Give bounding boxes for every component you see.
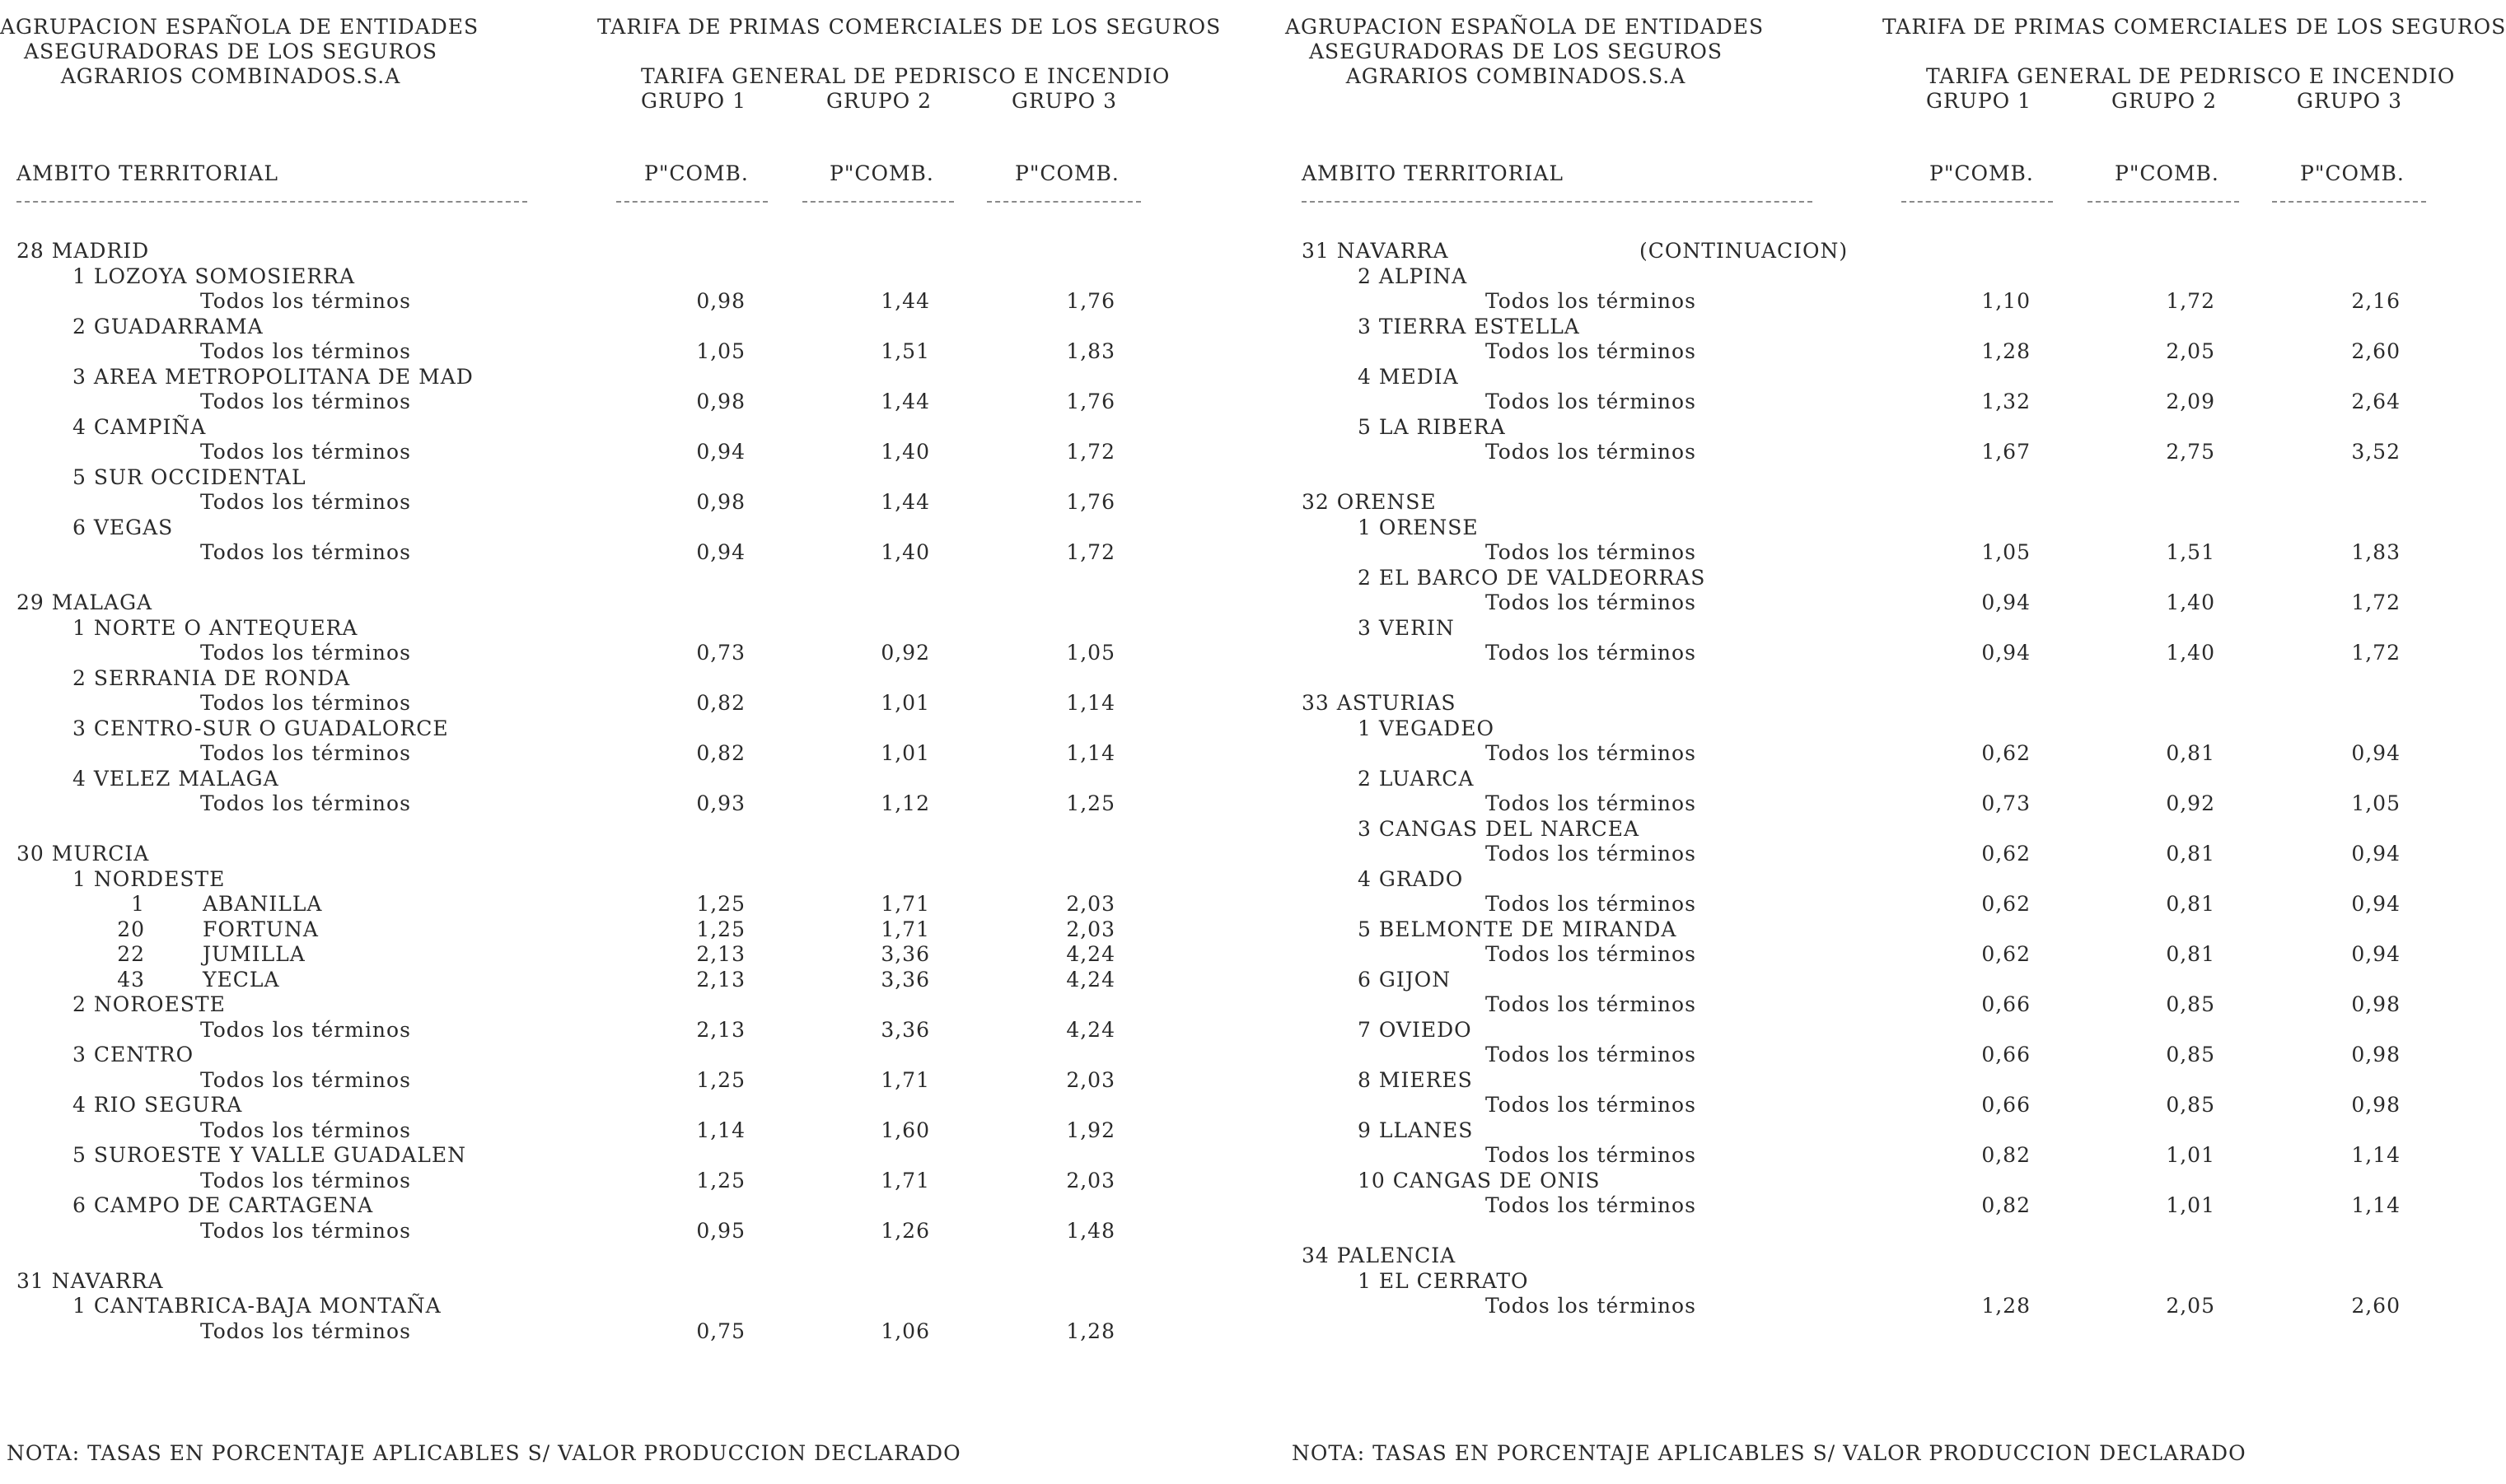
organization-line: AGRUPACION ESPAÑOLA DE ENTIDADES bbox=[0, 15, 479, 39]
zone-heading: 10 CANGAS DE ONIS bbox=[1358, 1168, 1601, 1192]
premium-value: 1,06 bbox=[881, 1318, 930, 1343]
premium-value: 1,71 bbox=[881, 917, 930, 941]
organization-line: AGRUPACION ESPAÑOLA DE ENTIDADES bbox=[1285, 15, 1765, 39]
zone-heading: 4 GRADO bbox=[1358, 866, 1464, 891]
premium-value: 0,98 bbox=[696, 289, 746, 313]
premium-value: 1,51 bbox=[2166, 540, 2215, 564]
province-heading: 28 MADRID bbox=[16, 239, 150, 263]
term-label: Todos los términos bbox=[200, 1067, 411, 1092]
premium-value: 1,72 bbox=[2166, 289, 2215, 313]
premium-value: 2,09 bbox=[2166, 390, 2215, 413]
zone-heading: 6 VEGAS bbox=[72, 515, 174, 539]
premium-value: 1,14 bbox=[1066, 691, 1115, 715]
premium-value: 1,72 bbox=[1066, 540, 1115, 564]
premium-value: 0,98 bbox=[696, 390, 746, 413]
term-label: Todos los términos bbox=[1485, 1143, 1696, 1167]
header-rule bbox=[802, 201, 954, 203]
premium-value: 4,24 bbox=[1066, 942, 1115, 966]
premium-value: 1,60 bbox=[881, 1118, 930, 1142]
organization-line: ASEGURADORAS DE LOS SEGUROS bbox=[1308, 40, 1723, 63]
premium-value: 0,98 bbox=[2351, 1043, 2401, 1066]
organization-line: AGRARIOS COMBINADOS.S.A bbox=[60, 64, 401, 88]
term-label: Todos los términos bbox=[200, 691, 411, 715]
premium-value: 1,83 bbox=[2351, 540, 2401, 564]
zone-heading: 3 VERIN bbox=[1358, 615, 1455, 640]
term-label: Todos los términos bbox=[1485, 440, 1696, 464]
premium-value: 4,24 bbox=[1066, 967, 1115, 992]
premium-value: 0,95 bbox=[696, 1218, 746, 1243]
premium-value: 1,71 bbox=[881, 892, 930, 916]
premium-value: 0,62 bbox=[1981, 942, 2031, 966]
premium-value: 1,01 bbox=[2166, 1143, 2215, 1167]
premium-value: 1,25 bbox=[1066, 791, 1115, 815]
premium-value: 0,92 bbox=[2166, 791, 2215, 815]
header-rule bbox=[16, 201, 527, 203]
term-label: Todos los términos bbox=[1485, 741, 1696, 765]
tariff-title: TARIFA DE PRIMAS COMERCIALES DE LOS SEGUROS bbox=[597, 15, 1222, 39]
footnote: NOTA: TASAS EN PORCENTAJE APLICABLES S/ VALOR PRODUCCION DECLARADO bbox=[1292, 1441, 2247, 1465]
group-header: GRUPO 1 bbox=[1926, 89, 2032, 113]
term-label: Todos los términos bbox=[1485, 590, 1696, 614]
term-label: Todos los términos bbox=[200, 490, 411, 514]
premium-value: 1,40 bbox=[881, 540, 930, 564]
premium-value: 2,16 bbox=[2351, 289, 2401, 313]
premium-value: 0,82 bbox=[696, 741, 746, 765]
zone-heading: 2 EL BARCO DE VALDEORRAS bbox=[1358, 565, 1706, 590]
zone-heading: 1 EL CERRATO bbox=[1358, 1268, 1529, 1293]
premium-value: 0,62 bbox=[1981, 741, 2031, 765]
zone-heading: 3 AREA METROPOLITANA DE MAD bbox=[72, 364, 474, 389]
zone-heading: 1 CANTABRICA-BAJA MONTAÑA bbox=[72, 1294, 442, 1318]
premium-value: 2,03 bbox=[1066, 892, 1115, 916]
zone-heading: 5 SUROESTE Y VALLE GUADALEN bbox=[72, 1143, 467, 1167]
header-rule bbox=[1901, 201, 2053, 203]
term-label: Todos los términos bbox=[1485, 992, 1696, 1016]
zone-heading: 3 CENTRO-SUR O GUADALORCE bbox=[72, 716, 449, 740]
premium-value: 0,92 bbox=[881, 641, 930, 665]
premium-value: 0,62 bbox=[1981, 892, 2031, 916]
term-label: Todos los términos bbox=[200, 641, 411, 665]
zone-heading: 4 VELEZ MALAGA bbox=[72, 766, 279, 791]
header-rule bbox=[2272, 201, 2426, 203]
premium-value: 1,40 bbox=[881, 440, 930, 464]
term-label: Todos los términos bbox=[200, 1118, 411, 1142]
premium-value: 0,82 bbox=[696, 691, 746, 715]
premium-value: 1,76 bbox=[1066, 390, 1115, 413]
term-label: Todos los términos bbox=[200, 791, 411, 815]
term-label: Todos los términos bbox=[1485, 390, 1696, 413]
premium-value: 1,28 bbox=[1981, 1294, 2031, 1318]
province-heading: 29 MALAGA bbox=[16, 590, 153, 614]
zone-heading: 4 RIO SEGURA bbox=[72, 1093, 243, 1117]
right-tariff-page bbox=[1285, 0, 2506, 1484]
term-label: Todos los términos bbox=[1485, 1043, 1696, 1066]
premium-value: 1,14 bbox=[1066, 741, 1115, 765]
zone-heading: 3 TIERRA ESTELLA bbox=[1358, 314, 1580, 338]
term-label: Todos los términos bbox=[1485, 540, 1696, 564]
premium-value: 0,66 bbox=[1981, 1043, 2031, 1066]
left-tariff-page bbox=[0, 0, 1252, 1484]
premium-value: 1,44 bbox=[881, 490, 930, 514]
term-label: Todos los términos bbox=[200, 1017, 411, 1042]
group-header: GRUPO 1 bbox=[641, 89, 747, 113]
zone-heading: 1 ORENSE bbox=[1358, 515, 1479, 539]
premium-value: 0,73 bbox=[1981, 791, 2031, 815]
zone-heading: 4 CAMPIÑA bbox=[72, 414, 207, 439]
premium-value: 1,25 bbox=[696, 917, 746, 941]
continuation-note: (CONTINUACION) bbox=[1639, 239, 1849, 263]
premium-value: 1,26 bbox=[881, 1218, 930, 1243]
premium-value: 2,05 bbox=[2166, 339, 2215, 363]
group-header: GRUPO 2 bbox=[826, 89, 933, 113]
tariff-title: TARIFA DE PRIMAS COMERCIALES DE LOS SEGUROS bbox=[1882, 15, 2506, 39]
pcomb-header: P"COMB. bbox=[2300, 161, 2405, 185]
term-label: Todos los términos bbox=[200, 540, 411, 564]
pcomb-header: P"COMB. bbox=[1929, 161, 2034, 185]
ambito-header: AMBITO TERRITORIAL bbox=[1302, 161, 1564, 185]
municipality-name: FORTUNA bbox=[203, 917, 319, 941]
province-heading: 31 NAVARRA bbox=[16, 1268, 164, 1293]
zone-heading: 2 NOROESTE bbox=[72, 992, 226, 1016]
organization-line: ASEGURADORAS DE LOS SEGUROS bbox=[23, 40, 438, 63]
zone-heading: 5 SUR OCCIDENTAL bbox=[72, 464, 306, 489]
tariff-subtitle: TARIFA GENERAL DE PEDRISCO E INCENDIO bbox=[1926, 64, 2456, 88]
tariff-subtitle: TARIFA GENERAL DE PEDRISCO E INCENDIO bbox=[641, 64, 1171, 88]
premium-value: 0,98 bbox=[2351, 992, 2401, 1016]
premium-value: 3,52 bbox=[2351, 440, 2401, 464]
term-label: Todos los términos bbox=[200, 741, 411, 765]
zone-heading: 2 LUARCA bbox=[1358, 766, 1475, 791]
premium-value: 2,13 bbox=[696, 942, 746, 966]
premium-value: 1,28 bbox=[1981, 339, 2031, 363]
footnote: NOTA: TASAS EN PORCENTAJE APLICABLES S/ VALOR PRODUCCION DECLARADO bbox=[7, 1441, 961, 1465]
pcomb-header: P"COMB. bbox=[644, 161, 749, 185]
premium-value: 0,66 bbox=[1981, 1093, 2031, 1117]
premium-value: 0,82 bbox=[1981, 1143, 2031, 1167]
province-heading: 33 ASTURIAS bbox=[1302, 691, 1456, 715]
premium-value: 1,05 bbox=[696, 339, 746, 363]
term-label: Todos los términos bbox=[1485, 641, 1696, 665]
premium-value: 2,64 bbox=[2351, 390, 2401, 413]
premium-value: 1,01 bbox=[2166, 1193, 2215, 1217]
premium-value: 1,10 bbox=[1981, 289, 2031, 313]
premium-value: 1,44 bbox=[881, 289, 930, 313]
premium-value: 3,36 bbox=[881, 1017, 930, 1042]
zone-heading: 4 MEDIA bbox=[1358, 364, 1459, 389]
term-label: Todos los términos bbox=[1485, 892, 1696, 916]
zone-heading: 2 SERRANIA DE RONDA bbox=[72, 665, 351, 690]
premium-value: 0,82 bbox=[1981, 1193, 2031, 1217]
group-header: GRUPO 2 bbox=[2111, 89, 2218, 113]
term-label: Todos los términos bbox=[200, 1318, 411, 1343]
premium-value: 2,60 bbox=[2351, 339, 2401, 363]
pcomb-header: P"COMB. bbox=[830, 161, 934, 185]
zone-heading: 6 CAMPO DE CARTAGENA bbox=[72, 1193, 374, 1217]
zone-heading: 3 CANGAS DEL NARCEA bbox=[1358, 816, 1640, 841]
province-heading: 34 PALENCIA bbox=[1302, 1244, 1456, 1267]
premium-value: 0,66 bbox=[1981, 992, 2031, 1016]
premium-value: 1,72 bbox=[1066, 440, 1115, 464]
zone-heading: 9 LLANES bbox=[1358, 1118, 1474, 1142]
premium-value: 1,05 bbox=[1981, 540, 2031, 564]
premium-value: 1,72 bbox=[2351, 590, 2401, 614]
premium-value: 0,85 bbox=[2166, 1093, 2215, 1117]
municipality-code: 1 bbox=[131, 892, 145, 916]
premium-value: 2,03 bbox=[1066, 917, 1115, 941]
premium-value: 1,92 bbox=[1066, 1118, 1115, 1142]
header-rule bbox=[616, 201, 768, 203]
premium-value: 0,94 bbox=[1981, 641, 2031, 665]
premium-value: 2,60 bbox=[2351, 1294, 2401, 1318]
premium-value: 2,75 bbox=[2166, 440, 2215, 464]
organization-line: AGRARIOS COMBINADOS.S.A bbox=[1345, 64, 1686, 88]
premium-value: 1,25 bbox=[696, 1168, 746, 1192]
premium-value: 1,28 bbox=[1066, 1318, 1115, 1343]
term-label: Todos los términos bbox=[200, 440, 411, 464]
zone-heading: 5 LA RIBERA bbox=[1358, 414, 1506, 439]
group-header: GRUPO 3 bbox=[1012, 89, 1118, 113]
term-label: Todos los términos bbox=[1485, 339, 1696, 363]
premium-value: 1,12 bbox=[881, 791, 930, 815]
term-label: Todos los términos bbox=[1485, 842, 1696, 866]
municipality-name: ABANILLA bbox=[203, 892, 323, 916]
premium-value: 1,51 bbox=[881, 339, 930, 363]
premium-value: 2,03 bbox=[1066, 1067, 1115, 1092]
municipality-name: YECLA bbox=[203, 967, 280, 992]
premium-value: 0,93 bbox=[696, 791, 746, 815]
premium-value: 0,94 bbox=[2351, 842, 2401, 866]
premium-value: 1,83 bbox=[1066, 339, 1115, 363]
header-rule bbox=[2088, 201, 2239, 203]
municipality-name: JUMILLA bbox=[203, 942, 306, 966]
premium-value: 0,81 bbox=[2166, 942, 2215, 966]
zone-heading: 1 VEGADEO bbox=[1358, 716, 1494, 740]
organization-header bbox=[0, 15, 479, 89]
zone-heading: 5 BELMONTE DE MIRANDA bbox=[1358, 917, 1677, 941]
zone-heading: 8 MIERES bbox=[1358, 1067, 1473, 1092]
municipality-code: 22 bbox=[117, 942, 145, 966]
zone-heading: 1 LOZOYA SOMOSIERRA bbox=[72, 264, 356, 288]
premium-value: 0,98 bbox=[2351, 1093, 2401, 1117]
premium-value: 1,05 bbox=[1066, 641, 1115, 665]
premium-value: 0,81 bbox=[2166, 892, 2215, 916]
term-label: Todos los términos bbox=[200, 1168, 411, 1192]
term-label: Todos los términos bbox=[1485, 289, 1696, 313]
term-label: Todos los términos bbox=[200, 390, 411, 413]
province-heading: 32 ORENSE bbox=[1302, 490, 1437, 514]
premium-value: 0,94 bbox=[696, 440, 746, 464]
zone-heading: 3 CENTRO bbox=[72, 1043, 194, 1066]
premium-value: 1,76 bbox=[1066, 490, 1115, 514]
term-label: Todos los términos bbox=[1485, 942, 1696, 966]
pcomb-header: P"COMB. bbox=[1015, 161, 1120, 185]
province-heading: 30 MURCIA bbox=[16, 842, 150, 866]
province-heading: 31 NAVARRA bbox=[1302, 239, 1449, 263]
premium-value: 2,13 bbox=[696, 1017, 746, 1042]
premium-value: 0,94 bbox=[1981, 590, 2031, 614]
zone-heading: 6 GIJON bbox=[1358, 967, 1452, 992]
premium-value: 4,24 bbox=[1066, 1017, 1115, 1042]
organization-header bbox=[1285, 15, 1765, 89]
zone-heading: 1 NORDESTE bbox=[72, 866, 226, 891]
premium-value: 1,32 bbox=[1981, 390, 2031, 413]
premium-value: 1,40 bbox=[2166, 641, 2215, 665]
premium-value: 1,05 bbox=[2351, 791, 2401, 815]
premium-value: 1,14 bbox=[2351, 1143, 2401, 1167]
term-label: Todos los términos bbox=[200, 289, 411, 313]
premium-value: 1,76 bbox=[1066, 289, 1115, 313]
municipality-code: 20 bbox=[117, 917, 145, 941]
premium-value: 0,73 bbox=[696, 641, 746, 665]
premium-value: 0,85 bbox=[2166, 1043, 2215, 1066]
zone-heading: 2 GUADARRAMA bbox=[72, 314, 264, 338]
premium-value: 0,94 bbox=[2351, 942, 2401, 966]
premium-value: 0,81 bbox=[2166, 842, 2215, 866]
ambito-header: AMBITO TERRITORIAL bbox=[16, 161, 278, 185]
term-label: Todos los términos bbox=[1485, 1294, 1696, 1318]
header-rule bbox=[1302, 201, 1812, 203]
premium-value: 1,01 bbox=[881, 691, 930, 715]
premium-value: 1,40 bbox=[2166, 590, 2215, 614]
term-label: Todos los términos bbox=[200, 339, 411, 363]
premium-value: 1,48 bbox=[1066, 1218, 1115, 1243]
premium-value: 1,71 bbox=[881, 1067, 930, 1092]
premium-value: 3,36 bbox=[881, 967, 930, 992]
premium-value: 1,14 bbox=[2351, 1193, 2401, 1217]
zone-heading: 7 OVIEDO bbox=[1358, 1017, 1472, 1042]
premium-value: 0,81 bbox=[2166, 741, 2215, 765]
premium-value: 1,25 bbox=[696, 892, 746, 916]
premium-value: 1,67 bbox=[1981, 440, 2031, 464]
premium-value: 3,36 bbox=[881, 942, 930, 966]
premium-value: 1,14 bbox=[696, 1118, 746, 1142]
zone-heading: 1 NORTE O ANTEQUERA bbox=[72, 615, 358, 640]
premium-value: 1,25 bbox=[696, 1067, 746, 1092]
zone-heading: 2 ALPINA bbox=[1358, 264, 1468, 288]
premium-value: 0,98 bbox=[696, 490, 746, 514]
premium-value: 0,94 bbox=[2351, 892, 2401, 916]
term-label: Todos los términos bbox=[1485, 1093, 1696, 1117]
premium-value: 2,03 bbox=[1066, 1168, 1115, 1192]
municipality-code: 43 bbox=[117, 967, 145, 992]
premium-value: 0,75 bbox=[696, 1318, 746, 1343]
premium-value: 0,94 bbox=[696, 540, 746, 564]
premium-value: 1,71 bbox=[881, 1168, 930, 1192]
premium-value: 1,72 bbox=[2351, 641, 2401, 665]
premium-value: 2,13 bbox=[696, 967, 746, 992]
premium-value: 2,05 bbox=[2166, 1294, 2215, 1318]
group-header: GRUPO 3 bbox=[2297, 89, 2403, 113]
premium-value: 0,94 bbox=[2351, 741, 2401, 765]
term-label: Todos los términos bbox=[200, 1218, 411, 1243]
premium-value: 0,62 bbox=[1981, 842, 2031, 866]
pcomb-header: P"COMB. bbox=[2115, 161, 2219, 185]
premium-value: 1,01 bbox=[881, 741, 930, 765]
premium-value: 0,85 bbox=[2166, 992, 2215, 1016]
term-label: Todos los términos bbox=[1485, 1193, 1696, 1217]
term-label: Todos los términos bbox=[1485, 791, 1696, 815]
premium-value: 1,44 bbox=[881, 390, 930, 413]
header-rule bbox=[987, 201, 1141, 203]
